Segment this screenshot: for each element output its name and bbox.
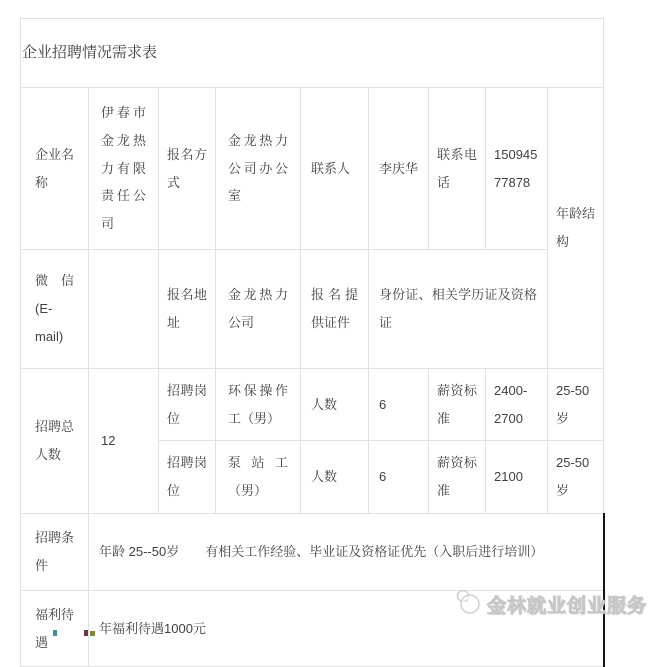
count-value-cell: 6	[369, 369, 429, 441]
page-title: 企业招聘情况需求表	[21, 19, 604, 88]
count-label-cell: 人数	[301, 441, 369, 514]
watermark	[454, 589, 647, 620]
address-label-cell: 报名地址	[159, 250, 216, 369]
position-label-cell: 招聘岗位	[159, 369, 216, 441]
cropped-glyph-fragment	[53, 630, 57, 636]
count-value-cell: 6	[369, 441, 429, 514]
wechat-value-cell	[89, 250, 159, 369]
contact-label-cell: 联系人	[301, 88, 369, 250]
salary-label-cell: 薪资标准	[429, 441, 486, 514]
total-label-cell: 招聘总人数	[21, 369, 89, 514]
position-row-1	[21, 369, 604, 441]
cropped-glyph-fragment	[90, 631, 95, 636]
recruitment-table	[20, 18, 605, 667]
salary-value-cell: 2400-2700	[486, 369, 548, 441]
phone-label-cell: 联系电话	[429, 88, 486, 250]
wechat-label-cell: 微信(E-mail)	[21, 250, 89, 369]
company-label-cell: 企业名称	[21, 88, 89, 250]
apply-method-value-cell: 金龙热力公司办公室	[216, 88, 301, 250]
wechat-row	[21, 250, 604, 369]
address-value-cell: 金龙热力公司	[216, 250, 301, 369]
title-row	[21, 19, 604, 88]
age-value-cell: 25-50岁	[548, 369, 604, 441]
contact-value-cell: 李庆华	[369, 88, 429, 250]
total-value-cell: 12	[89, 369, 159, 514]
company-name-cell: 伊春市金龙热力有限责任公司	[89, 88, 159, 250]
conditions-label-cell: 招聘条件	[21, 514, 89, 591]
salary-value-cell: 2100	[486, 441, 548, 514]
documents-label-cell: 报名提供证件	[301, 250, 369, 369]
position-label-cell: 招聘岗位	[159, 441, 216, 514]
count-label-cell: 人数	[301, 369, 369, 441]
phone-value-cell: 15094577878	[486, 88, 548, 250]
welfare-value-cell: 年福利待遇1000元	[89, 591, 604, 667]
conditions-value-cell: 年龄 25--50岁 有相关工作经验、毕业证及资格证优先（入职后进行培训）	[89, 514, 604, 591]
welfare-label-cell: 福利待遇	[21, 591, 89, 667]
position-name-cell: 环保操作工（男）	[216, 369, 301, 441]
overlapping-circles-logo-icon	[454, 589, 482, 620]
conditions-row	[21, 514, 604, 591]
cropped-glyph-fragment	[84, 630, 88, 636]
age-value-cell: 25-50岁	[548, 441, 604, 514]
position-name-cell: 泵站工（男）	[216, 441, 301, 514]
salary-label-cell: 薪资标准	[429, 369, 486, 441]
apply-method-label-cell: 报名方式	[159, 88, 216, 250]
documents-value-cell: 身份证、相关学历证及资格证	[369, 250, 548, 369]
watermark-text: 金林就业创业服务	[487, 596, 648, 617]
company-row	[21, 88, 604, 250]
age-structure-label-cell: 年龄结构	[548, 88, 604, 369]
